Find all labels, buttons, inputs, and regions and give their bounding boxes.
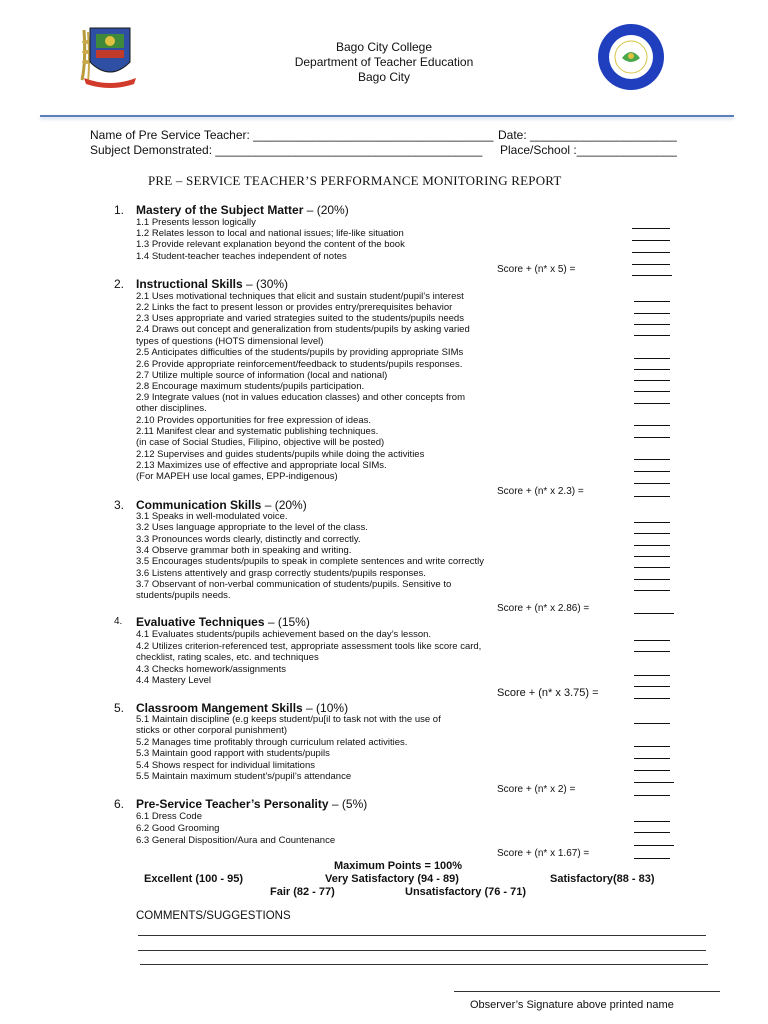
criterion-item: types of questions (HOTS dimensional level) bbox=[136, 336, 324, 347]
comment-line[interactable] bbox=[138, 935, 706, 936]
rating-blank[interactable] bbox=[634, 579, 670, 580]
criterion-item: 1.4 Student-teacher teaches independent of notes bbox=[136, 251, 347, 262]
criterion-item: 2.1 Uses motivational techniques that elicit and sustain student/pupil’s interest bbox=[136, 291, 464, 302]
section-title: Classroom Mangement Skills – (10%) bbox=[136, 701, 349, 715]
section-score-formula: Score + (n* x 1.67) = bbox=[497, 848, 590, 859]
comment-line[interactable] bbox=[138, 950, 706, 951]
criterion-item: 1.1 Presents lesson logically bbox=[136, 217, 256, 228]
maximum-points: Maximum Points = 100% bbox=[334, 860, 463, 872]
rating-blank[interactable] bbox=[634, 770, 670, 771]
section-number: 3. bbox=[114, 498, 125, 512]
score-blank[interactable] bbox=[634, 795, 670, 796]
rating-blank[interactable] bbox=[634, 483, 670, 484]
rating-blank[interactable] bbox=[634, 324, 670, 325]
rating-blank[interactable] bbox=[634, 556, 670, 557]
criterion-item: 3.1 Speaks in well-modulated voice. bbox=[136, 511, 288, 522]
section-score-formula: Score + (n* x 2.86) = bbox=[497, 603, 590, 614]
rating-blank[interactable] bbox=[634, 832, 670, 833]
section-score-formula: Score + (n* x 2) = bbox=[497, 784, 576, 795]
section-score-formula: Score + (n* x 2.3) = bbox=[497, 486, 584, 497]
criterion-item: 2.13 Maximizes use of effective and appropriate local SIMs. bbox=[136, 460, 387, 471]
criterion-item: 3.5 Encourages students/pupils to speak in complete sentences and write correctly bbox=[136, 556, 484, 567]
score-blank[interactable] bbox=[634, 698, 670, 699]
criterion-item: sticks or other corporal punishment) bbox=[136, 725, 288, 736]
criterion-item: 2.6 Provide appropriate reinforcement/feedback to students/pupils responses. bbox=[136, 359, 463, 370]
criterion-item: 1.3 Provide relevant explanation beyond the content of the book bbox=[136, 239, 405, 250]
criterion-item: 5.2 Manages time profitably through curriculum related activities. bbox=[136, 737, 408, 748]
rating-blank[interactable] bbox=[634, 301, 670, 302]
criterion-item: 4.1 Evaluates students/pupils achievement based on the day’s lesson. bbox=[136, 629, 432, 640]
rating-blank[interactable] bbox=[634, 369, 670, 370]
section-number: 4. bbox=[114, 616, 123, 627]
criterion-item: 5.5 Maintain maximum student’s/pupil’s attendance bbox=[136, 771, 352, 782]
criterion-item: 2.9 Integrate values (not in values education classes) and other concepts from bbox=[136, 392, 465, 403]
criterion-item: 4.3 Checks homework/assignments bbox=[136, 664, 286, 675]
rating-blank[interactable] bbox=[634, 471, 670, 472]
rating-blank[interactable] bbox=[634, 758, 670, 759]
rating-blank[interactable] bbox=[634, 358, 670, 359]
criterion-item: 6.1 Dress Code bbox=[136, 811, 203, 822]
rating-blank[interactable] bbox=[634, 313, 670, 314]
section-number: 6. bbox=[114, 797, 125, 811]
criterion-item: 4.4 Mastery Level bbox=[136, 675, 211, 686]
rating-blank[interactable] bbox=[634, 590, 670, 591]
rating-blank[interactable] bbox=[634, 686, 670, 687]
criterion-item: 6.2 Good Grooming bbox=[136, 823, 220, 834]
section-title: Pre-Service Teacher’s Personality – (5%) bbox=[136, 797, 368, 811]
comment-line[interactable] bbox=[140, 964, 708, 965]
rating-blank[interactable] bbox=[634, 675, 670, 676]
rating-very-satisfactory: Very Satisfactory (94 - 89) bbox=[325, 873, 459, 885]
criterion-item: students/pupils needs. bbox=[136, 590, 231, 601]
score-blank[interactable] bbox=[634, 613, 674, 614]
section-number: 2. bbox=[114, 277, 125, 291]
rating-blank[interactable] bbox=[634, 567, 670, 568]
rating-blank[interactable] bbox=[634, 391, 670, 392]
criterion-item: 5.1 Maintain discipline (e.g keeps student/pu[il to task not with the use of bbox=[136, 714, 441, 725]
criterion-item: other disciplines. bbox=[136, 403, 207, 414]
signature-line[interactable] bbox=[454, 991, 720, 992]
criterion-item: 2.2 Links the fact to present lesson or provides entry/prerequisites behavior bbox=[136, 302, 453, 313]
signature-label: Observer’s Signature above printed name bbox=[470, 999, 674, 1011]
rating-blank[interactable] bbox=[634, 335, 670, 336]
criterion-item: 2.12 Supervises and guides students/pupils while doing the activities bbox=[136, 449, 425, 460]
section-title: Mastery of the Subject Matter – (20%) bbox=[136, 203, 349, 217]
criterion-item: 5.4 Shows respect for individual limitations bbox=[136, 760, 316, 771]
rating-blank[interactable] bbox=[632, 252, 670, 253]
criterion-item: checklist, rating scales, etc. and techniques bbox=[136, 652, 319, 663]
score-blank[interactable] bbox=[634, 496, 670, 497]
section-title: Instructional Skills – (30%) bbox=[136, 277, 289, 291]
section-number: 1. bbox=[114, 203, 125, 217]
criterion-item: 5.3 Maintain good rapport with students/pupils bbox=[136, 748, 330, 759]
criterion-item: 1.2 Relates lesson to local and national issues; life-like situation bbox=[136, 228, 404, 239]
criterion-item: 2.5 Anticipates difficulties of the students/pupils by providing appropriate SIMs bbox=[136, 347, 464, 358]
criterion-item: (in case of Social Studies, Filipino, objective will be posted) bbox=[136, 437, 385, 448]
rating-satisfactory: Satisfactory(88 - 83) bbox=[550, 873, 655, 885]
department-name: Department of Teacher Education bbox=[294, 55, 474, 69]
header-rule bbox=[40, 115, 734, 117]
criterion-item: 6.3 General Disposition/Aura and Countenance bbox=[136, 835, 336, 846]
rating-blank[interactable] bbox=[634, 403, 670, 404]
criterion-item: (For MAPEH use local games, EPP-indigenous) bbox=[136, 471, 338, 482]
criterion-item: 4.2 Utilizes criterion-referenced test, appropriate assessment tools like score card, bbox=[136, 641, 482, 652]
section-title: Evaluative Techniques – (15%) bbox=[136, 615, 310, 629]
rating-blank[interactable] bbox=[634, 746, 670, 747]
section-score-formula: Score + (n* x 5) = bbox=[497, 264, 576, 275]
rating-unsatisfactory: Unsatisfactory (76 - 71) bbox=[405, 886, 527, 898]
criterion-item: 2.4 Draws out concept and generalization from students/pupils by asking varied bbox=[136, 324, 470, 335]
criterion-item: 2.7 Utilize multiple source of information (local and national) bbox=[136, 370, 388, 381]
criterion-item: 3.7 Observant of non-verbal communication of students/pupils. Sensitive to bbox=[136, 579, 452, 590]
score-blank[interactable] bbox=[632, 275, 672, 276]
rating-blank[interactable] bbox=[634, 821, 670, 822]
rating-blank[interactable] bbox=[632, 264, 670, 265]
report-title: PRE – SERVICE TEACHER’S PERFORMANCE MONITORING REPORT bbox=[148, 173, 562, 188]
college-name: Bago City College bbox=[335, 40, 433, 54]
criterion-item: 3.3 Pronounces words clearly, distinctly and correctly. bbox=[136, 534, 361, 545]
criterion-item: 2.11 Manifest clear and systematic publishing techniques. bbox=[136, 426, 379, 437]
section-title: Communication Skills – (20%) bbox=[136, 498, 307, 512]
rating-blank[interactable] bbox=[634, 459, 670, 460]
place-school-field[interactable]: Place/School :_______________ bbox=[500, 143, 677, 157]
rating-fair: Fair (82 - 77) bbox=[270, 886, 335, 898]
education-seal-right bbox=[596, 22, 666, 92]
college-logo-left bbox=[76, 22, 144, 88]
criterion-item: 2.8 Encourage maximum students/pupils participation. bbox=[136, 381, 365, 392]
rating-blank[interactable] bbox=[634, 380, 670, 381]
rating-blank[interactable] bbox=[634, 651, 670, 652]
rating-blank[interactable] bbox=[634, 723, 670, 724]
score-blank[interactable] bbox=[634, 858, 670, 859]
rating-blank[interactable] bbox=[634, 425, 670, 426]
subject-field[interactable]: Subject Demonstrated: ________________________________________ bbox=[90, 143, 483, 157]
rating-blank[interactable] bbox=[634, 640, 670, 641]
section-number: 5. bbox=[114, 701, 125, 715]
criterion-item: 3.6 Listens attentively and grasp correctly students/pupils responses. bbox=[136, 568, 426, 579]
criterion-item: 3.4 Observe grammar both in speaking and writing. bbox=[136, 545, 352, 556]
criterion-item: 2.3 Uses appropriate and varied strategies suited to the students/pupils needs bbox=[136, 313, 464, 324]
rating-blank[interactable] bbox=[634, 545, 670, 546]
comments-label: COMMENTS/SUGGESTIONS bbox=[136, 910, 291, 922]
rating-blank[interactable] bbox=[634, 533, 670, 534]
rating-blank[interactable] bbox=[634, 437, 670, 438]
date-field[interactable]: Date: ______________________ bbox=[498, 128, 677, 142]
teacher-name-field[interactable]: Name of Pre Service Teacher: ____________________________________ bbox=[90, 128, 494, 142]
section-score-formula: Score + (n* x 3.75) = bbox=[497, 687, 599, 699]
criterion-item: 3.2 Uses language appropriate to the level of the class. bbox=[136, 522, 368, 533]
rating-blank[interactable] bbox=[634, 845, 674, 846]
rating-blank[interactable] bbox=[634, 522, 670, 523]
rating-blank[interactable] bbox=[632, 228, 670, 229]
rating-excellent: Excellent (100 - 95) bbox=[144, 873, 244, 885]
criterion-item: 2.10 Provides opportunities for free expression of ideas. bbox=[136, 415, 371, 426]
city-name: Bago City bbox=[357, 70, 411, 84]
rating-blank[interactable] bbox=[632, 240, 670, 241]
rating-blank[interactable] bbox=[634, 782, 674, 783]
